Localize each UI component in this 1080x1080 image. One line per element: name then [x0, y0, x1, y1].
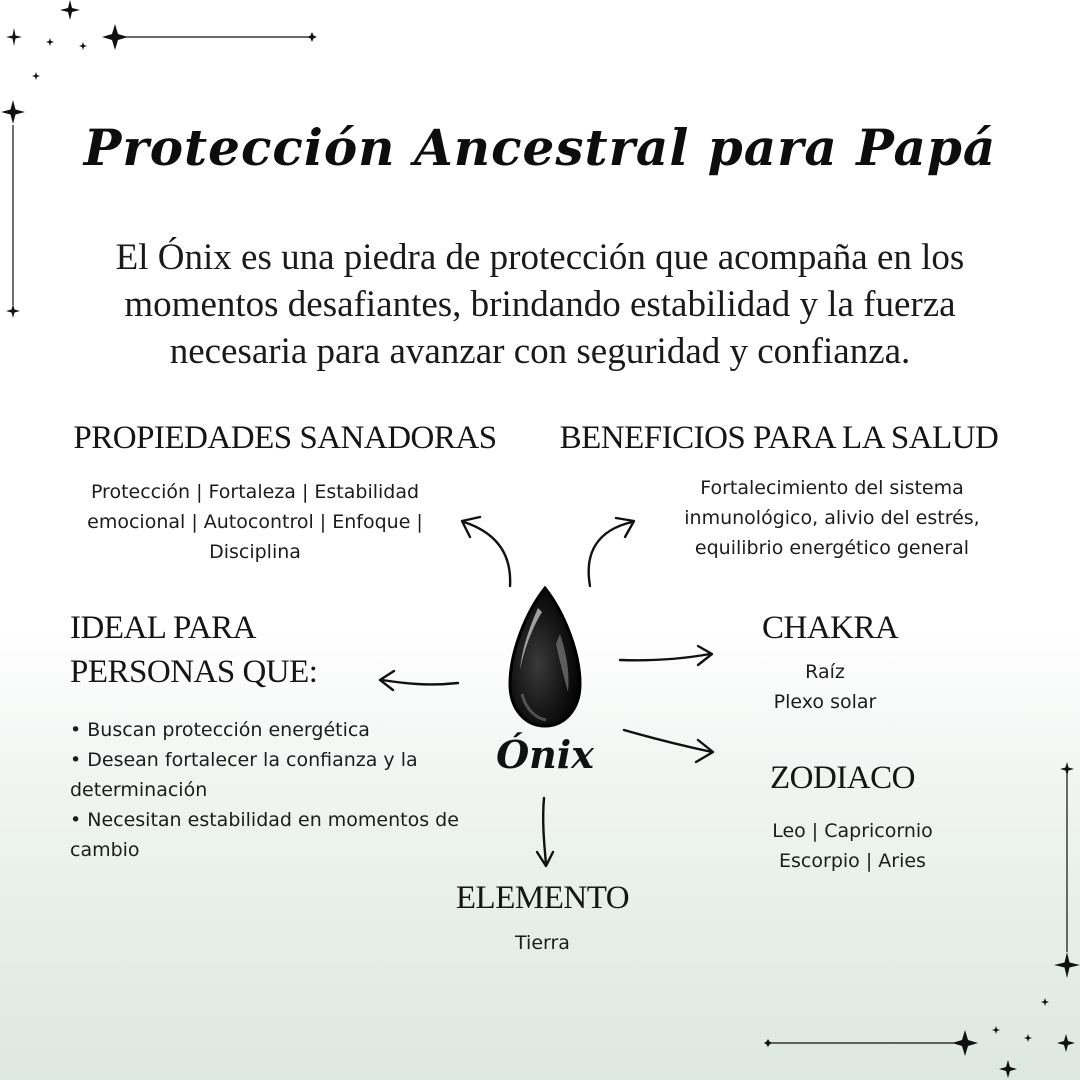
beneficios-heading: BENEFICIOS PARA LA SALUD	[559, 420, 999, 456]
stone-name-label: Ónix	[496, 732, 594, 777]
list-item: • Necesitan estabilidad en momentos de cambio	[70, 809, 459, 861]
elemento-heading: ELEMENTO	[455, 880, 630, 916]
page-title: Protección Ancestral para Papá	[83, 118, 997, 177]
chakra-heading: CHAKRA	[762, 610, 899, 646]
chakra-item: Plexo solar	[773, 691, 877, 713]
propiedades-heading: PROPIEDADES SANADORAS	[73, 420, 497, 456]
curved-arrow-icon	[380, 671, 458, 690]
curved-arrow-icon	[462, 517, 510, 586]
beneficios-text: Fortalecimiento del sistema inmunológico, alivio del estrés, equilibrio energético general	[684, 477, 980, 559]
zodiaco-item: Leo | Capricornio	[772, 820, 933, 842]
ideal-heading-line1: IDEAL PARA	[70, 610, 256, 646]
zodiaco-heading: ZODIACO	[770, 760, 915, 796]
intro-paragraph: El Ónix es una piedra de protección que acompaña en los momentos desafiantes, brindando estabilidad y la fuerza necesaria para avanzar con seguridad y confianza.	[115, 237, 965, 372]
elemento-text: Tierra	[515, 932, 570, 954]
curved-arrow-icon	[589, 518, 634, 586]
list-item: • Desean fortalecer la confianza y la determinación	[70, 749, 418, 801]
curved-arrow-icon	[620, 646, 712, 665]
propiedades-text: Protección | Fortaleza | Estabilidad emocional | Autocontrol | Enfoque | Disciplina	[87, 481, 423, 563]
curved-arrow-icon	[537, 798, 553, 866]
curved-arrow-icon	[624, 730, 713, 762]
chakra-item: Raíz	[805, 661, 845, 683]
ideal-heading-line2: PERSONAS QUE:	[70, 654, 318, 690]
list-item: • Buscan protección energética	[70, 719, 370, 741]
zodiaco-item: Escorpio | Aries	[779, 850, 926, 872]
